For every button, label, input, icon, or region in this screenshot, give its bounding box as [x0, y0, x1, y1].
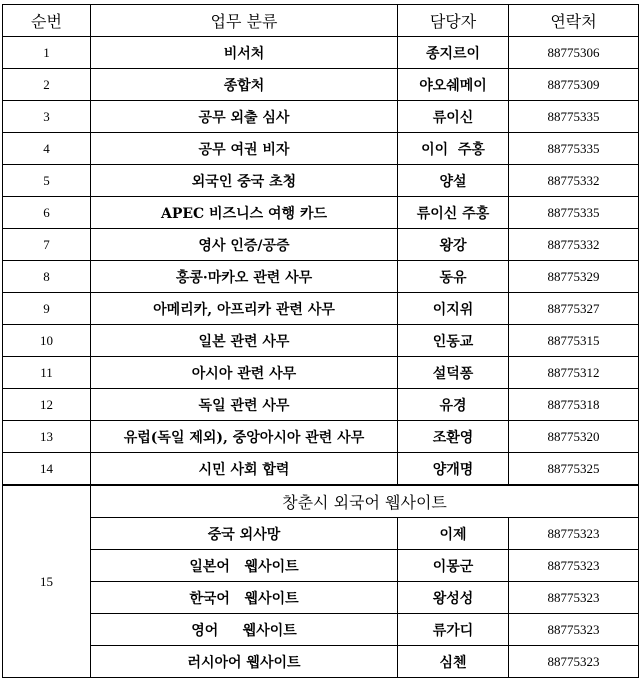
table-row: [3, 421, 639, 453]
row-no: 14: [3, 453, 91, 486]
row-phone: 88775309: [509, 69, 639, 101]
row-person: 인동교: [398, 325, 509, 357]
row-phone: 88775327: [509, 293, 639, 325]
row-phone: 88775335: [509, 197, 639, 229]
row-no: 8: [3, 261, 91, 293]
row-no: 5: [3, 165, 91, 197]
table-row: [3, 261, 639, 293]
group-no: 15: [3, 485, 91, 678]
row-dept: 독일 관련 사무: [91, 389, 398, 421]
table-row: [3, 69, 639, 101]
row-person: 양개명: [398, 453, 509, 486]
row-dept: 시민 사회 합력: [91, 453, 398, 486]
row-person: 야오쉐메이: [398, 69, 509, 101]
row-dept: 한국어 웹사이트: [91, 582, 398, 614]
row-person: 류이신: [398, 101, 509, 133]
table-row: [3, 293, 639, 325]
row-person: 심첸: [398, 646, 509, 678]
header-person: 담당자: [398, 5, 509, 37]
row-dept: 영어 웹사이트: [91, 614, 398, 646]
row-phone: 88775332: [509, 165, 639, 197]
table-row: [3, 229, 639, 261]
row-person: 류가디: [398, 614, 509, 646]
table-row: [3, 37, 639, 69]
row-no: 2: [3, 69, 91, 101]
row-dept: 홍콩·마카오 관련 사무: [91, 261, 398, 293]
row-no: 3: [3, 101, 91, 133]
table-row: [3, 165, 639, 197]
row-dept: 공무 외출 심사: [91, 101, 398, 133]
row-phone: 88775323: [509, 614, 639, 646]
table-row: [3, 101, 639, 133]
header-no: 순번: [3, 5, 91, 37]
table-row: [3, 646, 639, 678]
row-person: 왕강: [398, 229, 509, 261]
table-row: [3, 614, 639, 646]
row-no: 1: [3, 37, 91, 69]
row-dept: 러시아어 웹사이트: [91, 646, 398, 678]
row-dept: 아메리카, 아프리카 관련 사무: [91, 293, 398, 325]
row-person: 이제: [398, 518, 509, 550]
row-person: 유경: [398, 389, 509, 421]
row-dept: 일본 관련 사무: [91, 325, 398, 357]
table-header-row: [3, 5, 639, 37]
table-row: [3, 518, 639, 550]
table-row: [3, 197, 639, 229]
table-row: [3, 389, 639, 421]
row-dept: 종합처: [91, 69, 398, 101]
row-phone: 88775320: [509, 421, 639, 453]
row-person: 이몽군: [398, 550, 509, 582]
row-phone: 88775323: [509, 646, 639, 678]
row-phone: 88775315: [509, 325, 639, 357]
row-no: 4: [3, 133, 91, 165]
table-row: [3, 582, 639, 614]
row-phone: 88775329: [509, 261, 639, 293]
row-phone: 88775312: [509, 357, 639, 389]
row-person: 조환영: [398, 421, 509, 453]
row-no: 10: [3, 325, 91, 357]
row-dept: 외국인 중국 초청: [91, 165, 398, 197]
row-person: 이지위: [398, 293, 509, 325]
row-no: 7: [3, 229, 91, 261]
group-title-row: [3, 485, 639, 518]
row-phone: 88775323: [509, 550, 639, 582]
row-phone: 88775318: [509, 389, 639, 421]
row-dept: 중국 외사망: [91, 518, 398, 550]
row-no: 9: [3, 293, 91, 325]
row-no: 6: [3, 197, 91, 229]
row-no: 13: [3, 421, 91, 453]
row-person: 왕성성: [398, 582, 509, 614]
row-dept: APEC 비즈니스 여행 카드: [91, 197, 398, 229]
table-row: [3, 325, 639, 357]
row-dept: 아시아 관련 사무: [91, 357, 398, 389]
row-dept: 영사 인증/공증: [91, 229, 398, 261]
row-phone: 88775335: [509, 133, 639, 165]
header-dept: 업무 분류: [91, 5, 398, 37]
row-person: 종지르이: [398, 37, 509, 69]
row-no: 12: [3, 389, 91, 421]
row-person: 류이신 주홍: [398, 197, 509, 229]
row-person: 설덕퐁: [398, 357, 509, 389]
row-phone: 88775306: [509, 37, 639, 69]
row-person: 동유: [398, 261, 509, 293]
row-no: 11: [3, 357, 91, 389]
row-person: 양설: [398, 165, 509, 197]
row-person: 이이 주홍: [398, 133, 509, 165]
table-row: [3, 357, 639, 389]
row-phone: 88775332: [509, 229, 639, 261]
header-phone: 연락처: [509, 5, 639, 37]
group-title: 창춘시 외국어 웹사이트: [91, 485, 639, 518]
table-row: [3, 133, 639, 165]
table-row: [3, 550, 639, 582]
row-dept: 공무 여권 비자: [91, 133, 398, 165]
contact-directory-table: [2, 4, 639, 678]
row-dept: 비서처: [91, 37, 398, 69]
row-phone: 88775325: [509, 453, 639, 486]
row-phone: 88775323: [509, 518, 639, 550]
row-dept: 유럽(독일 제외), 중앙아시아 관련 사무: [91, 421, 398, 453]
row-phone: 88775335: [509, 101, 639, 133]
table-row: [3, 453, 639, 486]
row-dept: 일본어 웹사이트: [91, 550, 398, 582]
row-phone: 88775323: [509, 582, 639, 614]
